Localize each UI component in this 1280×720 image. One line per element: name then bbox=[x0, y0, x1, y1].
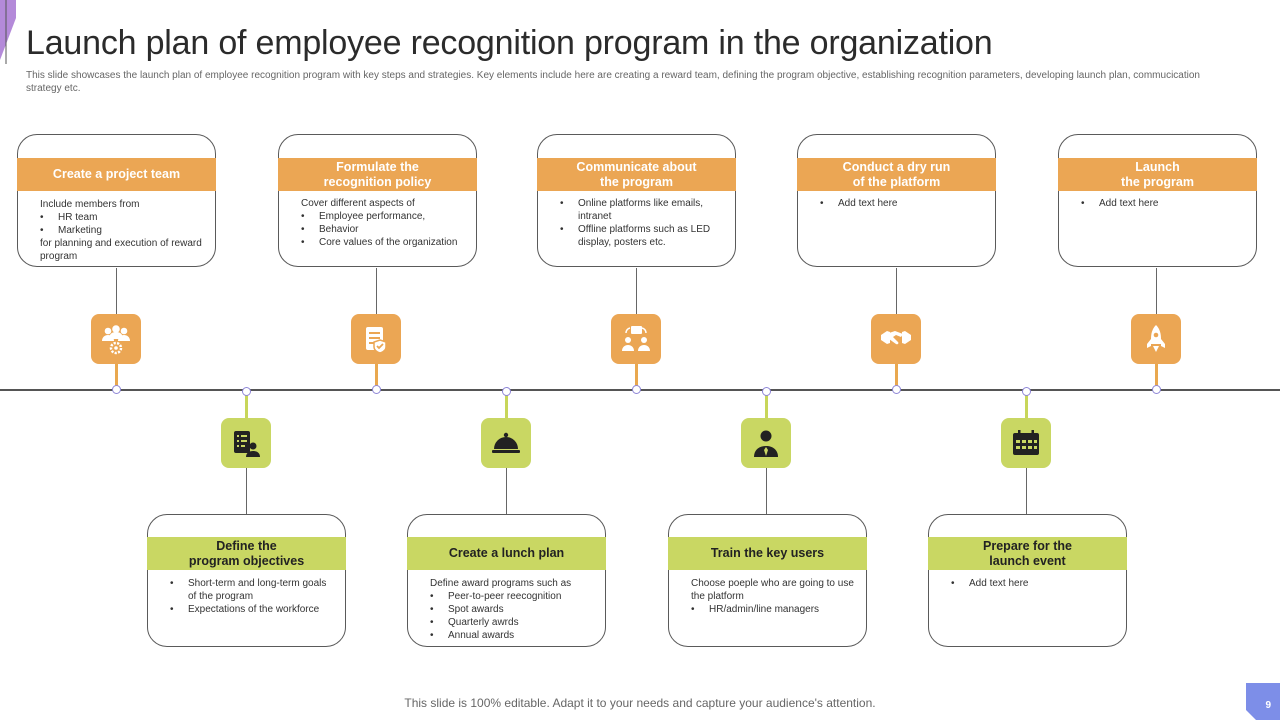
timeline-node bbox=[502, 387, 511, 396]
step-content bbox=[560, 197, 725, 249]
serving-dish-icon bbox=[481, 418, 531, 468]
step-content bbox=[40, 198, 205, 263]
step-lead: Include members from bbox=[40, 199, 140, 210]
step-bullet: • Add text here bbox=[1099, 197, 1246, 210]
step-bullet: • Add text here bbox=[969, 577, 1116, 590]
connector-line bbox=[1026, 468, 1027, 514]
step-bullet: • Expectations of the workforce bbox=[188, 603, 335, 616]
step-title: Create a project team bbox=[17, 158, 216, 191]
step-content bbox=[301, 197, 466, 249]
connector-line bbox=[896, 268, 897, 314]
communication-people-icon bbox=[611, 314, 661, 364]
step-bullet: • Behavior bbox=[319, 223, 466, 236]
step-title: Communicate about the program bbox=[537, 158, 736, 191]
trainer-user-icon bbox=[741, 418, 791, 468]
step-content bbox=[820, 197, 985, 210]
step-card bbox=[537, 134, 736, 267]
step-card bbox=[407, 514, 606, 647]
page-title: Launch plan of employee recognition program in the organization bbox=[26, 24, 993, 62]
policy-document-check-icon bbox=[351, 314, 401, 364]
step-card bbox=[797, 134, 996, 267]
connector-line bbox=[116, 268, 117, 314]
step-bullet: • Online platforms like emails, intranet bbox=[578, 197, 725, 223]
step-content bbox=[170, 577, 335, 616]
step-title: Train the key users bbox=[668, 537, 867, 570]
step-title: Create a lunch plan bbox=[407, 537, 606, 570]
step-title: Define the program objectives bbox=[147, 537, 346, 570]
timeline-node bbox=[762, 387, 771, 396]
step-content bbox=[1081, 197, 1246, 210]
step-bullet: • Quarterly awrds bbox=[448, 616, 595, 629]
connector-line bbox=[246, 468, 247, 514]
step-card bbox=[928, 514, 1127, 647]
step-card bbox=[1058, 134, 1257, 267]
step-content bbox=[430, 577, 595, 642]
team-settings-icon bbox=[91, 314, 141, 364]
timeline-node bbox=[372, 385, 381, 394]
connector-line bbox=[506, 468, 507, 514]
step-title: Prepare for the launch event bbox=[928, 537, 1127, 570]
step-card bbox=[147, 514, 346, 647]
step-bullet: • Core values of the organization bbox=[319, 236, 466, 249]
step-bullet: • Spot awards bbox=[448, 603, 595, 616]
timeline-node bbox=[632, 385, 641, 394]
step-card bbox=[17, 134, 216, 267]
step-title: Formulate the recognition policy bbox=[278, 158, 477, 191]
page-number-badge bbox=[1246, 683, 1280, 720]
timeline-node bbox=[112, 385, 121, 394]
step-card bbox=[668, 514, 867, 647]
connector-line bbox=[376, 268, 377, 314]
checklist-person-icon bbox=[221, 418, 271, 468]
step-bullet: • Add text here bbox=[838, 197, 985, 210]
step-lead: Cover different aspects of bbox=[301, 198, 415, 209]
timeline-node bbox=[892, 385, 901, 394]
timeline-node bbox=[1022, 387, 1031, 396]
step-bullet: • Peer-to-peer reecognition bbox=[448, 590, 595, 603]
footer-note: This slide is 100% editable. Adapt it to your needs and capture your audience's attention. bbox=[404, 696, 876, 710]
step-bullet: • Offline platforms such as LED display, posters etc. bbox=[578, 223, 725, 249]
calendar-icon bbox=[1001, 418, 1051, 468]
step-bullet: • Marketing bbox=[58, 224, 205, 237]
connector-line bbox=[1156, 268, 1157, 314]
step-title: Launch the program bbox=[1058, 158, 1257, 191]
connector-line bbox=[766, 468, 767, 514]
step-card bbox=[278, 134, 477, 267]
step-lead: Define award programs such as bbox=[430, 578, 572, 589]
timeline-node bbox=[1152, 385, 1161, 394]
connector-line bbox=[636, 268, 637, 314]
step-bullet: • HR/admin/line managers bbox=[709, 603, 856, 616]
step-bullet: • Employee performance, bbox=[319, 210, 466, 223]
corner-accent bbox=[0, 0, 16, 64]
handshake-icon bbox=[871, 314, 921, 364]
step-bullet: • Annual awards bbox=[448, 629, 595, 642]
step-trail: for planning and execution of reward program bbox=[40, 238, 202, 262]
page-number: 9 bbox=[1265, 700, 1271, 711]
page-subtitle: This slide showcases the launch plan of employee recognition program with key steps and strategies. Key elements include here are creating a reward team, defining the program objective, establishing recognition parameters, developing launch plan, commucication strategy etc. bbox=[26, 70, 1200, 94]
step-title: Conduct a dry run of the platform bbox=[797, 158, 996, 191]
step-lead: Choose poeple who are going to use the platform bbox=[691, 578, 854, 602]
step-content bbox=[691, 577, 856, 616]
step-content bbox=[951, 577, 1116, 590]
step-bullet: • HR team bbox=[58, 211, 205, 224]
step-bullet: • Short-term and long-term goals of the program bbox=[188, 577, 335, 603]
timeline-node bbox=[242, 387, 251, 396]
rocket-icon bbox=[1131, 314, 1181, 364]
